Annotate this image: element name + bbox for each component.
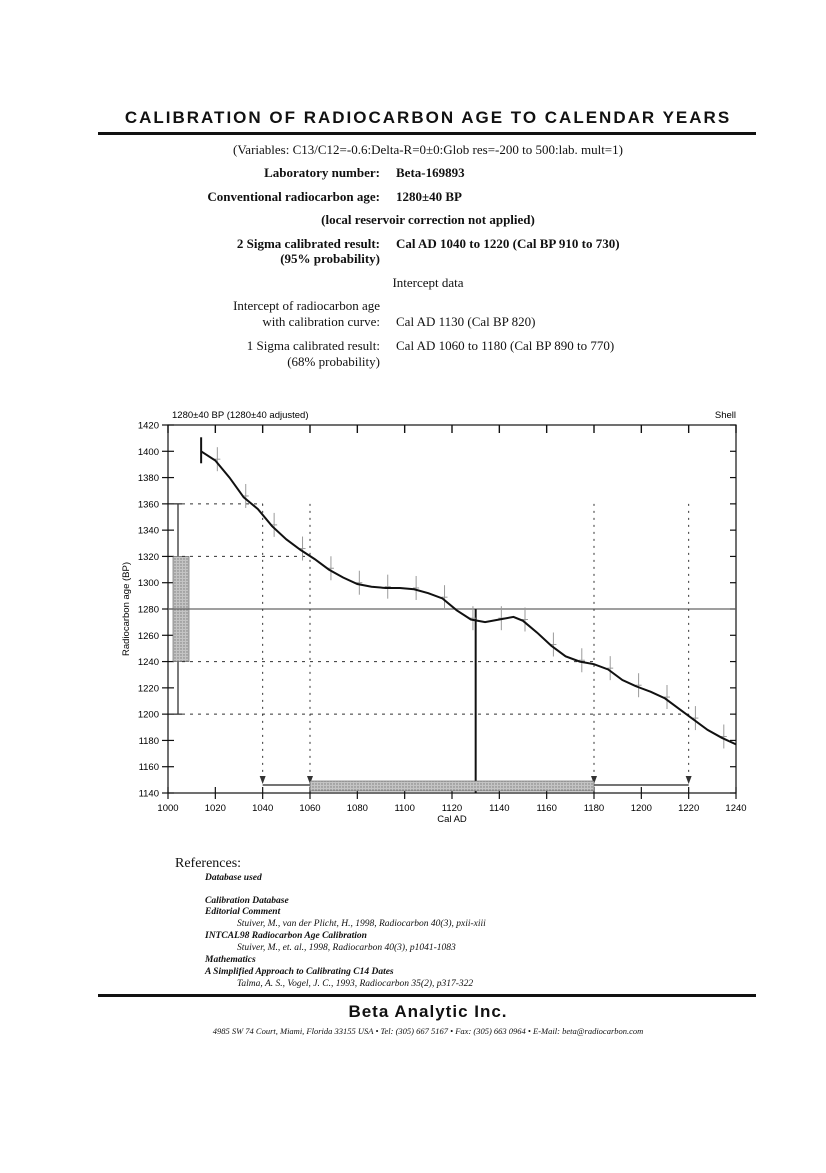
- x-tick-label: 1160: [536, 803, 557, 814]
- page-title: CALIBRATION OF RADIOCARBON AGE TO CALENDAR YEARS: [124, 108, 732, 127]
- intercept-label-2: with calibration curve:: [262, 314, 380, 329]
- reference-line: Mathematics: [205, 955, 256, 965]
- x-tick-label: 1120: [441, 803, 463, 814]
- y-tick-label: 1400: [137, 446, 159, 458]
- reference-line: Editorial Comment: [205, 907, 281, 917]
- conventional-age-value: 1280±40 BP: [396, 189, 462, 204]
- sigma1-value: Cal AD 1060 to 1180 (Cal BP 890 to 770): [396, 338, 615, 353]
- reference-line: Calibration Database: [205, 896, 289, 906]
- lab-number-label: Laboratory number:: [264, 165, 380, 180]
- x-tick-label: 1000: [157, 803, 179, 814]
- y-tick-label: 1200: [137, 709, 159, 721]
- intercept-heading: Intercept data: [392, 275, 464, 290]
- y-tick-label: 1260: [137, 630, 159, 642]
- x-tick-label: 1140: [489, 803, 510, 814]
- x-axis-label: Cal AD: [437, 814, 467, 825]
- projection-arrow: [260, 776, 266, 784]
- intercept-label: Intercept of radiocarbon age: [233, 298, 380, 313]
- reference-line: Stuiver, M., van der Plicht, H., 1998, Radiocarbon 40(3), pxii-xiii: [237, 919, 486, 929]
- y-tick-label: 1340: [137, 525, 159, 537]
- x-tick-label: 1100: [394, 803, 415, 814]
- y-tick-label: 1300: [137, 578, 159, 590]
- sigma1-probability: (68% probability): [287, 354, 380, 369]
- x-tick-label: 1220: [678, 803, 700, 814]
- reference-line: Database used: [205, 873, 262, 883]
- reference-line: A Simplified Approach to Calibrating C14 Dates: [205, 967, 394, 977]
- footer-rule: [98, 994, 756, 997]
- y-tick-label: 1420: [137, 420, 159, 432]
- reservoir-note: (local reservoir correction not applied): [321, 212, 535, 227]
- calibration-curve: [201, 451, 736, 744]
- reference-line: INTCAL98 Radiocarbon Age Calibration: [205, 931, 367, 941]
- y-tick-label: 1180: [138, 735, 159, 747]
- reference-line: Talma, A. S., Vogel, J. C., 1993, Radiocarbon 35(2), p317-322: [237, 979, 474, 989]
- sigma2-probability: (95% probability): [280, 251, 380, 266]
- x-tick-label: 1200: [630, 803, 652, 814]
- projection-arrow: [686, 776, 692, 784]
- sigma2-value: Cal AD 1040 to 1220 (Cal BP 910 to 730): [396, 236, 620, 251]
- y-tick-label: 1360: [137, 499, 159, 511]
- x-tick-label: 1020: [204, 803, 226, 814]
- y-tick-label: 1140: [138, 788, 159, 800]
- y-tick-label: 1280: [137, 604, 159, 616]
- y-tick-label: 1320: [137, 551, 159, 563]
- corner-label: Shell: [714, 410, 736, 421]
- sigma1-label: 1 Sigma calibrated result:: [246, 338, 380, 353]
- lab-number-value: Beta-169893: [396, 165, 465, 180]
- references-heading: References:: [175, 856, 242, 871]
- variables-line: (Variables: C13/C12=-0.6:Delta-R=0±0:Glob res=-200 to 500:lab. mult=1): [233, 142, 623, 157]
- sigma2-label: 2 Sigma calibrated result:: [236, 236, 380, 251]
- y-tick-label: 1220: [137, 683, 159, 695]
- company-name: Beta Analytic Inc.: [348, 1002, 508, 1021]
- x-tick-label: 1040: [252, 803, 274, 814]
- reference-line: Stuiver, M., et. al., 1998, Radiocarbon 40(3), p1041-1083: [237, 943, 456, 953]
- sigma1-calendar-band: [310, 781, 594, 791]
- y-tick-label: 1240: [137, 657, 159, 669]
- x-tick-label: 1080: [346, 803, 368, 814]
- y-axis-label: Radiocarbon age (BP): [121, 562, 132, 656]
- x-tick-label: 1180: [583, 803, 605, 814]
- y-tick-label: 1380: [137, 473, 159, 485]
- y-tick-label: 1160: [138, 762, 159, 774]
- conventional-age-label: Conventional radiocarbon age:: [207, 189, 380, 204]
- x-tick-label: 1240: [725, 803, 747, 814]
- company-address: 4985 SW 74 Court, Miami, Florida 33155 USA • Tel: (305) 667 5167 • Fax: (305) 663 0964 • E-Mail: beta@radiocarbon.com: [212, 1026, 644, 1036]
- chart-title: 1280±40 BP (1280±40 adjusted): [172, 410, 309, 421]
- x-tick-label: 1060: [299, 803, 321, 814]
- intercept-value: Cal AD 1130 (Cal BP 820): [396, 314, 536, 329]
